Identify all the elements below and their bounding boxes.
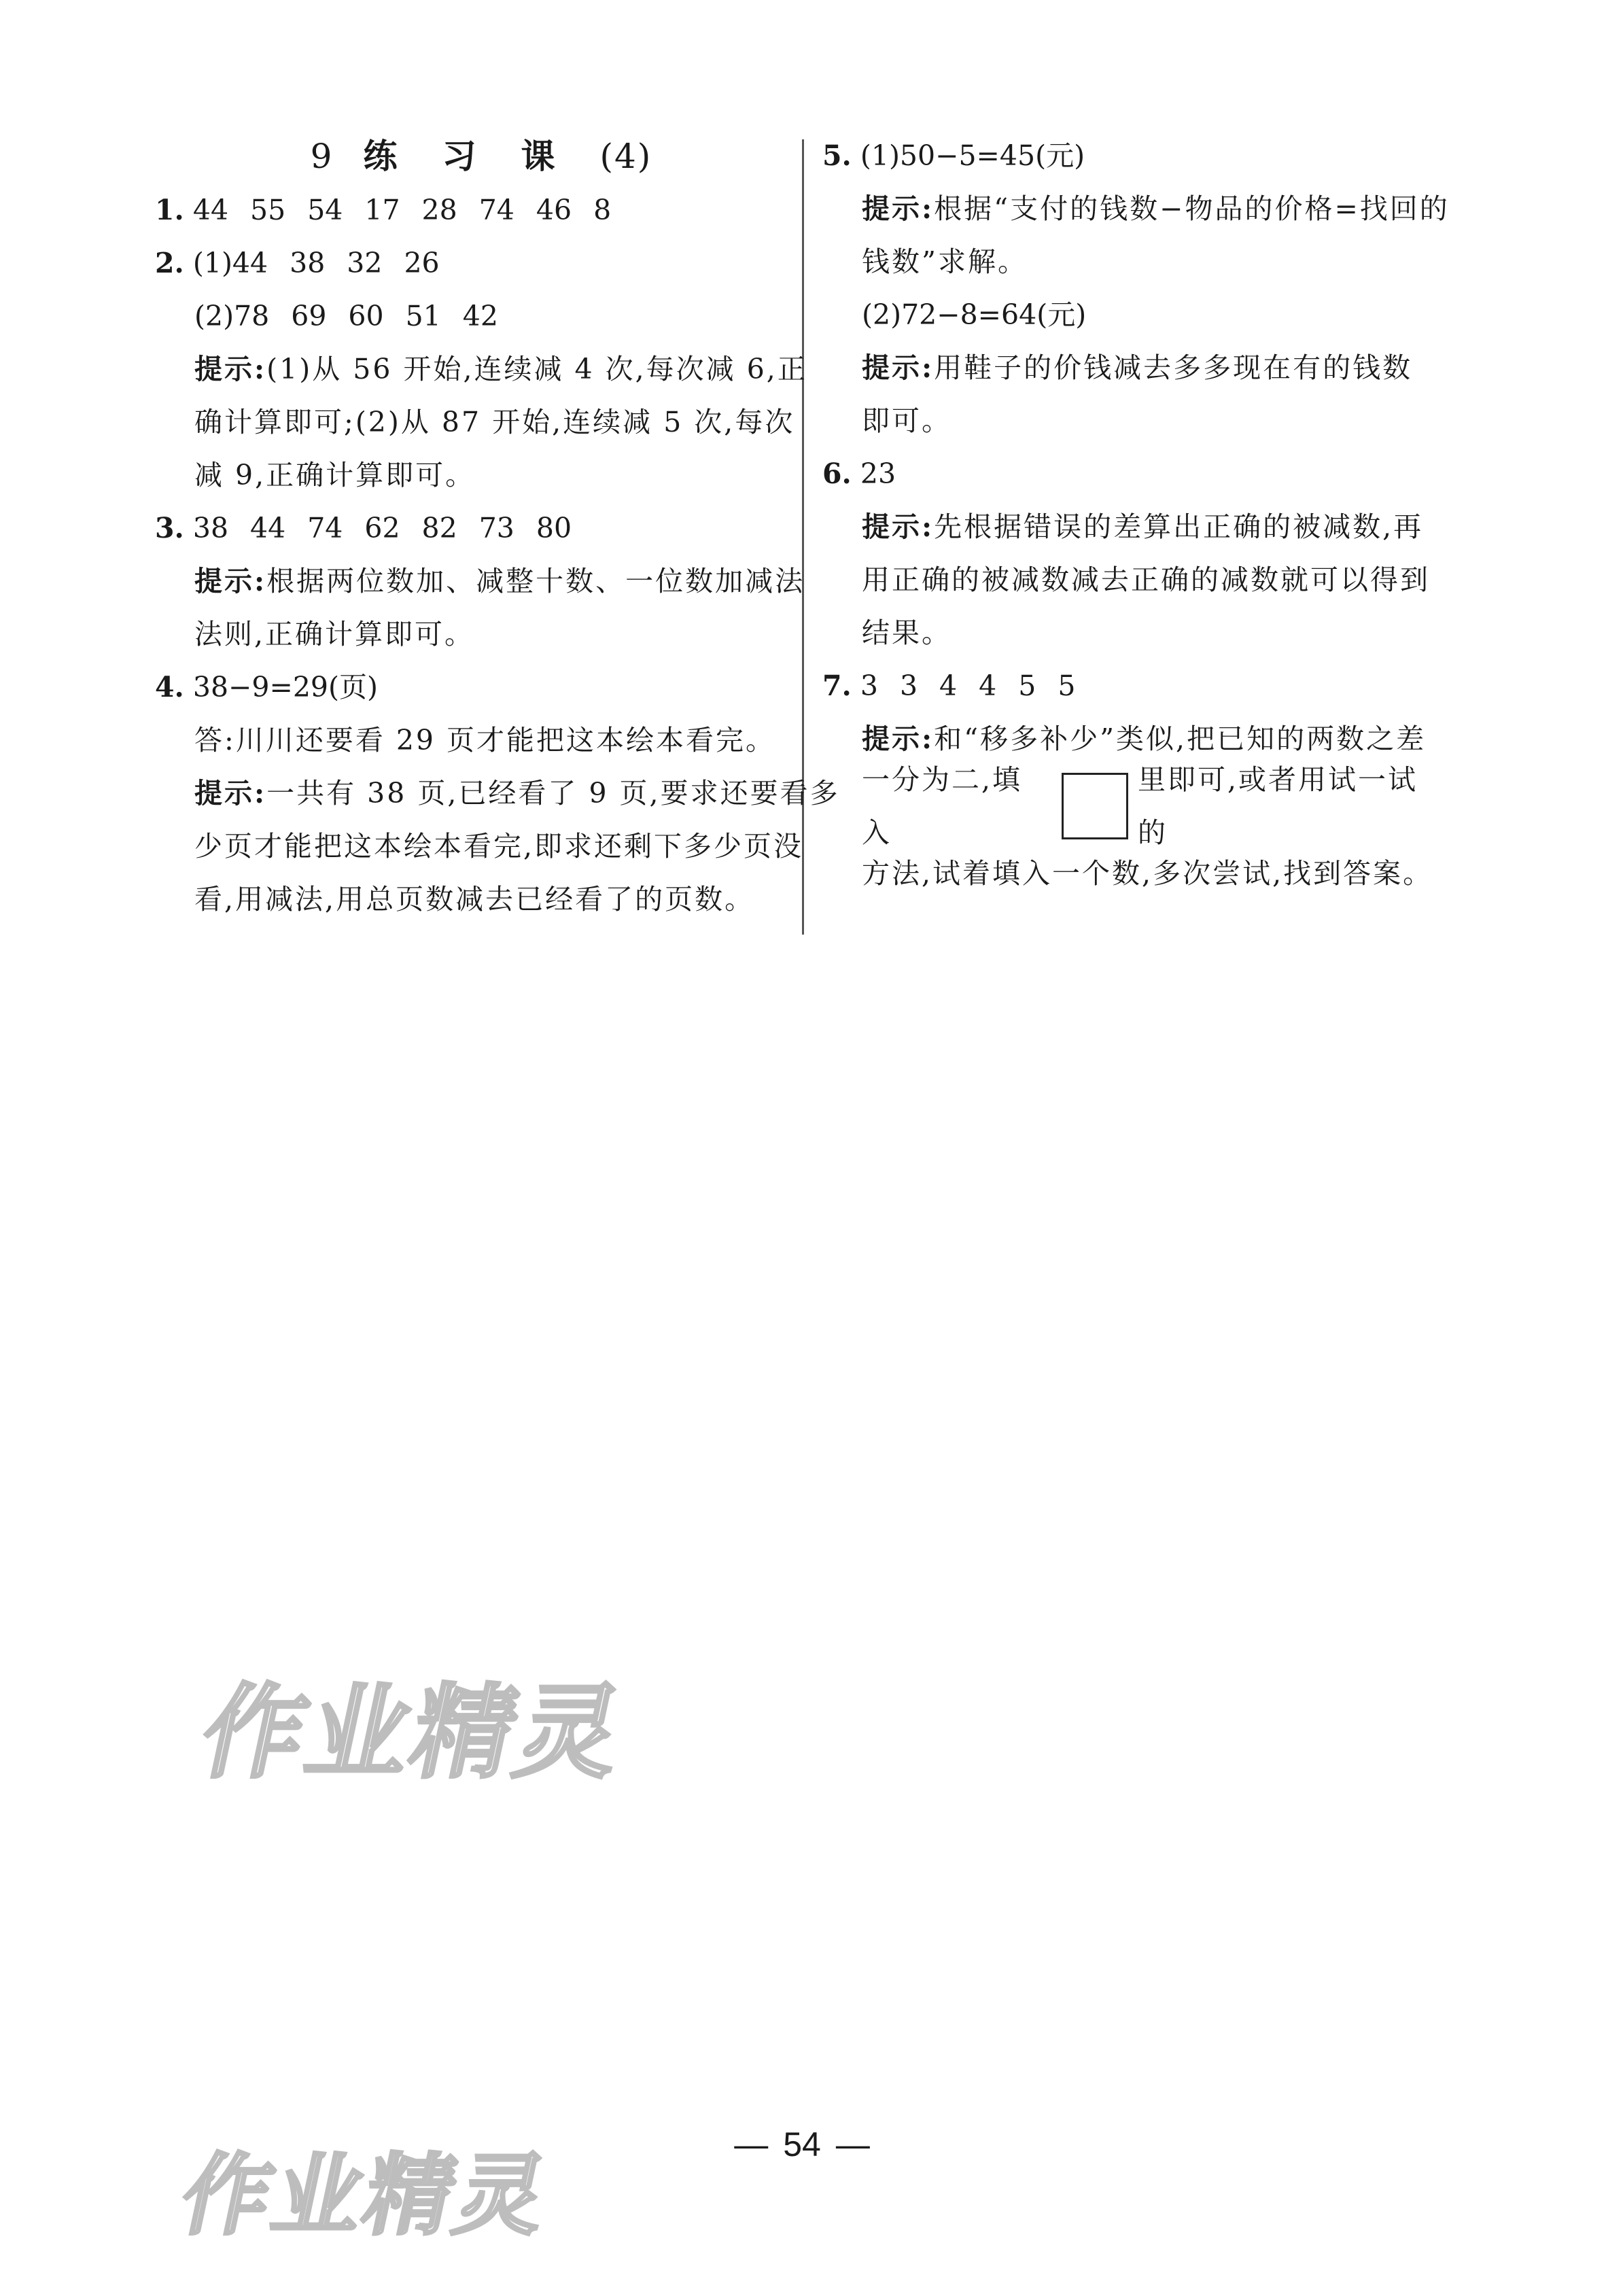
answer-value: (2)78 bbox=[194, 300, 270, 332]
hint-label: 提示: bbox=[862, 192, 935, 225]
question-number: 5. bbox=[822, 139, 852, 172]
answer-value: 26 bbox=[404, 247, 440, 279]
hint-label: 提示: bbox=[862, 351, 935, 384]
answer-value: 5 bbox=[1058, 669, 1076, 702]
hint-line-with-box bbox=[822, 765, 1448, 847]
hint-line: 法则,正确计算即可。 bbox=[194, 618, 475, 650]
hint-line: 即可。 bbox=[862, 404, 952, 437]
answer-value: 80 bbox=[536, 512, 572, 544]
question-number: 4. bbox=[155, 671, 184, 703]
question-3 bbox=[155, 502, 780, 555]
hint-line: 方法,试着填入一个数,多次尝试,找到答案。 bbox=[862, 857, 1433, 890]
fill-in-box bbox=[1062, 773, 1128, 839]
hint-line: 钱数”求解。 bbox=[862, 245, 1028, 278]
question-number: 6. bbox=[822, 457, 852, 490]
hint-line: 结果。 bbox=[862, 616, 952, 649]
hint-line: 看,用减法,用总页数减去已经看了的页数。 bbox=[194, 883, 755, 916]
question-number: 3. bbox=[155, 512, 184, 544]
hint-line bbox=[155, 555, 805, 608]
hint-text: 和“移多补少”类似,把已知的两数之差 bbox=[934, 723, 1427, 755]
title-paren: (4) bbox=[599, 137, 652, 176]
answer-value: 44 bbox=[250, 512, 286, 544]
hint-text: 一共有 38 页,已经看了 9 页,要求还要看多 bbox=[266, 777, 840, 810]
answer-value: 62 bbox=[364, 512, 400, 544]
answer-value: 38 bbox=[192, 512, 229, 544]
page-number bbox=[680, 2121, 924, 2168]
title-word-1: 练 bbox=[363, 136, 402, 176]
hint-text: (1)从 56 开始,连续减 4 次,每次减 6,正 bbox=[266, 353, 807, 385]
watermark-logo-bottom: 作业精灵 bbox=[172, 2144, 559, 2247]
equation: (2)72−8=64(元) bbox=[862, 298, 1087, 331]
question-number: 7. bbox=[822, 669, 852, 702]
hint-label: 提示: bbox=[194, 353, 267, 385]
hint-label: 提示: bbox=[194, 565, 267, 597]
answer-sentence: 答:川川还要看 29 页才能把这本绘本看完。 bbox=[194, 724, 776, 756]
hint-text: 先根据错误的差算出正确的被减数,再 bbox=[934, 510, 1424, 543]
answer-value: 54 bbox=[307, 194, 343, 226]
hint-line: 确计算即可;(2)从 87 开始,连续减 5 次,每次 bbox=[194, 406, 795, 438]
dash-left: — bbox=[734, 2125, 769, 2163]
answer-value: (1)44 bbox=[192, 247, 268, 279]
title-word-2: 习 bbox=[442, 136, 481, 176]
page-number-value: 54 bbox=[783, 2125, 821, 2163]
answer-value: 38 bbox=[290, 247, 326, 279]
section-title bbox=[182, 129, 780, 184]
hint-line bbox=[822, 182, 1448, 235]
equation: (1)50−5=45(元) bbox=[860, 139, 1085, 172]
title-word-3: 课 bbox=[521, 136, 559, 176]
answer-value: 74 bbox=[478, 194, 514, 226]
answer-value: 4 bbox=[939, 669, 958, 702]
right-column bbox=[822, 129, 1448, 900]
left-column bbox=[155, 129, 840, 926]
answer-value: 42 bbox=[462, 300, 498, 332]
answer-value: 74 bbox=[307, 512, 343, 544]
answer-value: 44 bbox=[192, 194, 229, 226]
hint-text: 根据“支付的钱数−物品的价格=找回的 bbox=[934, 192, 1450, 225]
answer-value: 3 bbox=[860, 669, 878, 702]
hint-text: 根据两位数加、减整十数、一位数加减法 bbox=[266, 565, 805, 597]
question-2 bbox=[155, 237, 780, 290]
answer-value: 17 bbox=[364, 194, 400, 226]
answer-value: 82 bbox=[421, 512, 457, 544]
hint-text: 一分为二,填入 bbox=[862, 763, 1023, 849]
answer-value: 28 bbox=[421, 194, 457, 226]
question-5 bbox=[822, 129, 1448, 182]
title-number: 9 bbox=[310, 137, 336, 176]
question-6 bbox=[822, 447, 1448, 500]
hint-line: 用正确的被减数减去正确的减数就可以得到 bbox=[862, 563, 1430, 596]
answer-value: 8 bbox=[593, 194, 612, 226]
hint-label: 提示: bbox=[194, 777, 267, 810]
question-4 bbox=[155, 661, 780, 714]
question-7 bbox=[822, 659, 1448, 712]
hint-line bbox=[822, 341, 1448, 394]
answer-value: 5 bbox=[1018, 669, 1036, 702]
answer-value: 32 bbox=[347, 247, 383, 279]
answer-value: 46 bbox=[536, 194, 572, 226]
hint-label: 提示: bbox=[862, 510, 935, 543]
answer-value: 51 bbox=[405, 300, 441, 332]
question-number: 2. bbox=[155, 247, 184, 279]
question-1 bbox=[155, 184, 780, 237]
hint-label: 提示: bbox=[862, 723, 935, 755]
hint-line bbox=[822, 500, 1448, 553]
answer-value: 3 bbox=[899, 669, 918, 702]
answer-value: 55 bbox=[250, 194, 286, 226]
watermark-logo: 作业精灵 bbox=[191, 1674, 635, 1792]
hint-text: 用鞋子的价钱减去多多现在有的钱数 bbox=[934, 351, 1413, 384]
answer-value: 23 bbox=[860, 457, 896, 490]
hint-line: 减 9,正确计算即可。 bbox=[194, 459, 476, 491]
hint-line: 少页才能把这本绘本看完,即求还剩下多少页没 bbox=[194, 830, 804, 863]
answer-value: 4 bbox=[979, 669, 997, 702]
hint-text: 里即可,或者用试一试的 bbox=[1138, 763, 1418, 849]
answer-value: 69 bbox=[291, 300, 327, 332]
question-2-part-2 bbox=[155, 290, 780, 343]
answer-value: 73 bbox=[478, 512, 514, 544]
answer-value: 60 bbox=[348, 300, 384, 332]
dash-right: — bbox=[835, 2125, 870, 2163]
hint-line bbox=[155, 343, 807, 396]
hint-line bbox=[155, 767, 840, 820]
question-number: 1. bbox=[155, 194, 184, 226]
equation: 38−9=29(页) bbox=[192, 671, 378, 703]
